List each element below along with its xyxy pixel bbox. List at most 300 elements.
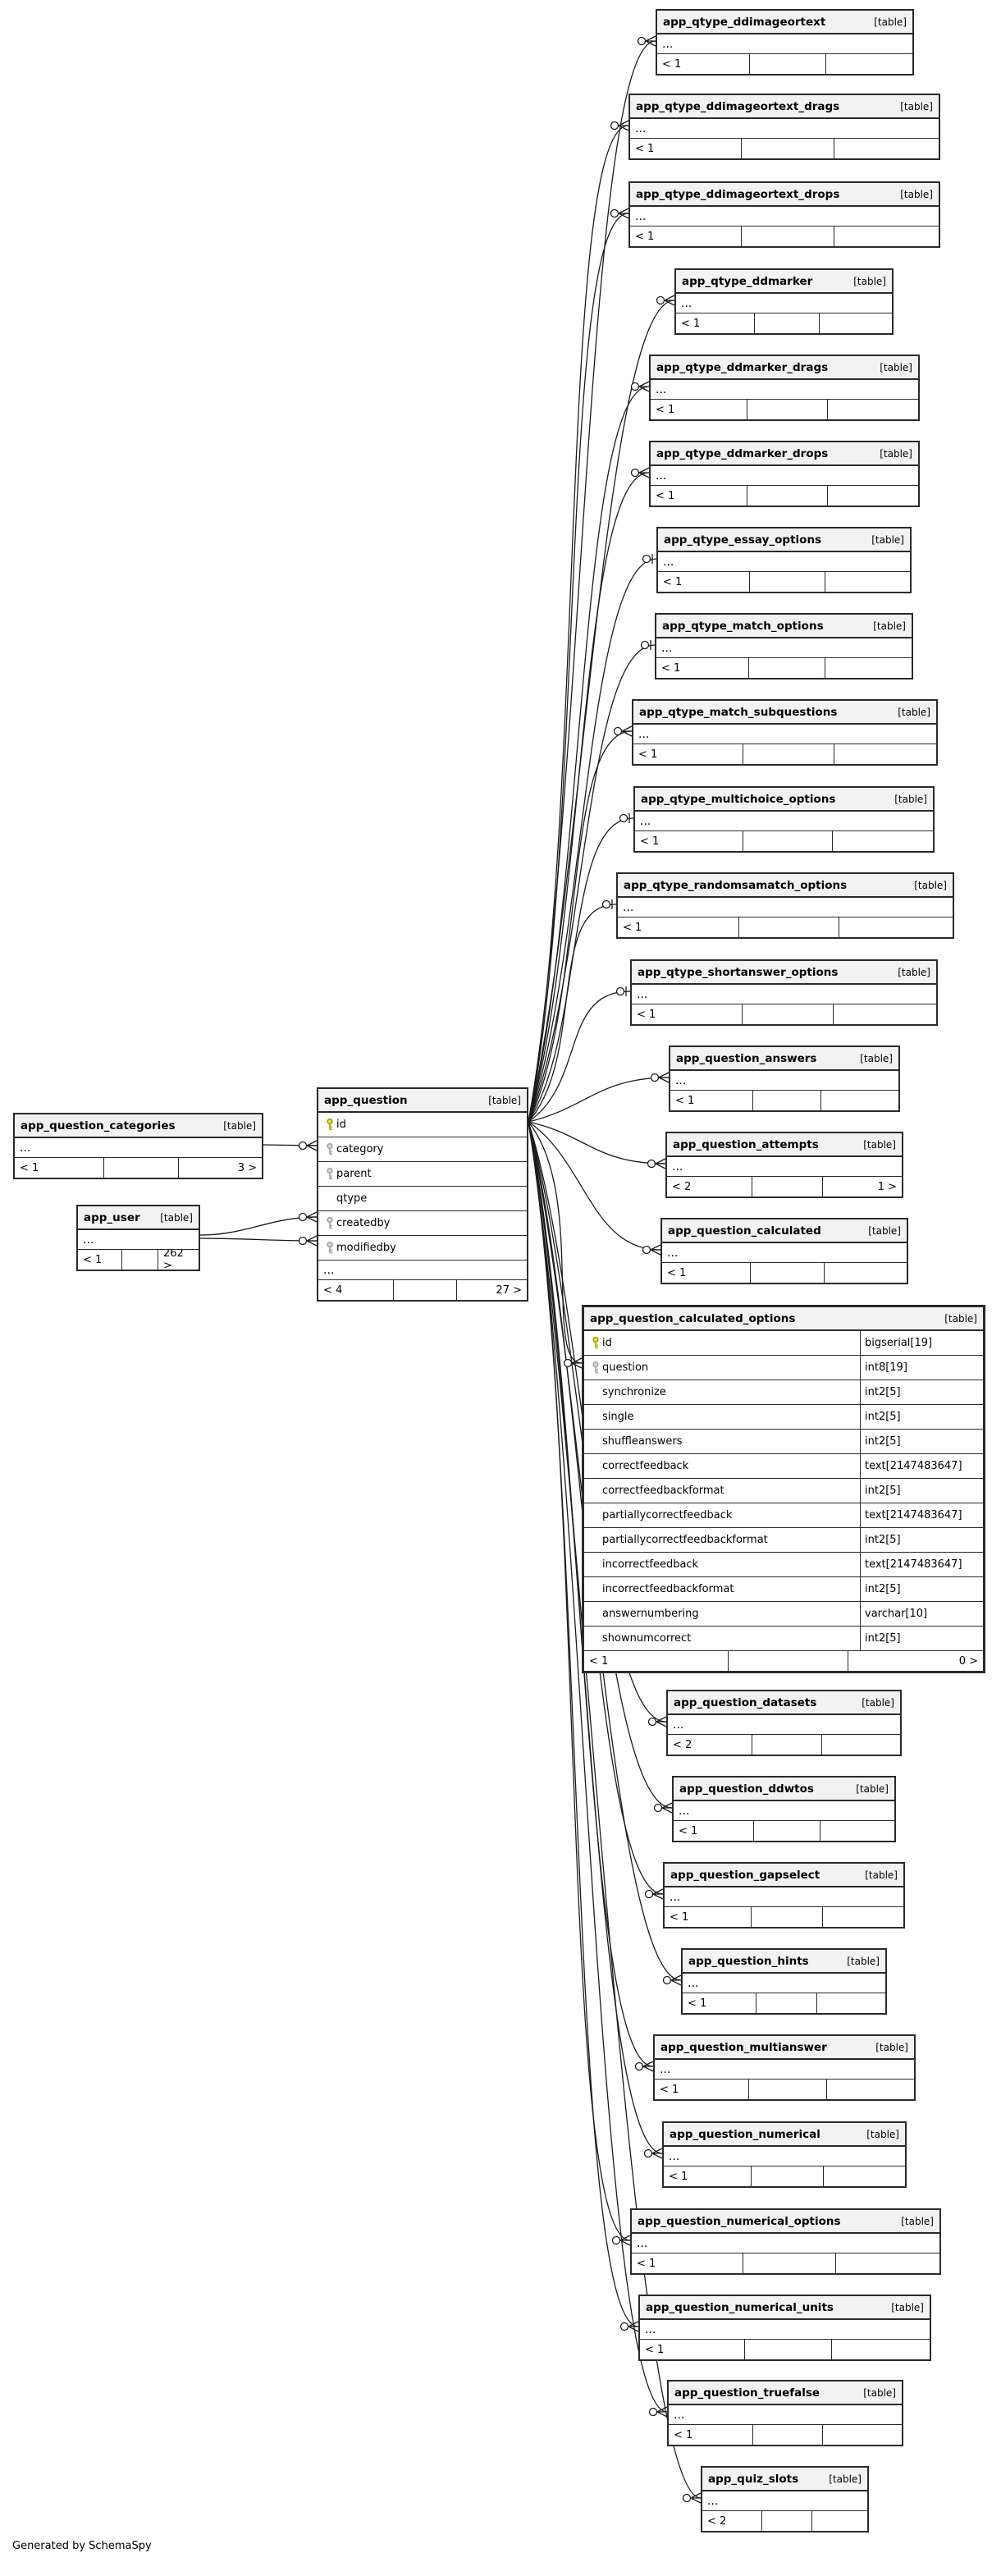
crow-foot-icon [639, 382, 649, 391]
table-header [674, 1778, 894, 1801]
table-name: app_question_multianswer [660, 2040, 827, 2054]
footer-right-count [825, 54, 912, 74]
table-node-app_question_categories[interactable] [13, 1113, 263, 1179]
table-footer [664, 2166, 905, 2186]
table-tag: [table] [914, 879, 947, 891]
column-row-modifiedby [318, 1236, 527, 1261]
table-tag: [table] [875, 2041, 908, 2053]
crow-foot-icon [659, 1073, 669, 1082]
footer-left-count: < 1 [663, 575, 683, 588]
column-name: partiallycorrectfeedback [602, 1509, 733, 1521]
footer-right-count [820, 1091, 898, 1110]
columns-ellipsis-row: ... [683, 1974, 885, 1993]
footer-middle-cell [748, 658, 825, 678]
crow-foot-icon [662, 1803, 672, 1813]
table-name: app_question_hints [688, 1954, 809, 1968]
table-node-app_question_truefalse[interactable] [667, 2380, 903, 2446]
columns-ellipsis-row: ... [15, 1138, 262, 1158]
table-node-app_qtype_match_subquestions[interactable] [632, 699, 938, 766]
table-footer [640, 2340, 930, 2359]
columns-ellipsis-row: ... [667, 1157, 902, 1177]
table-node-app_qtype_randomsamatch_options[interactable] [616, 872, 954, 939]
table-name: app_qtype_match_options [662, 619, 824, 633]
table-name: app_question_categories [21, 1119, 176, 1132]
footer-middle-cell [741, 139, 834, 158]
table-footer [15, 1158, 262, 1178]
footer-right-count [822, 1907, 903, 1927]
many-endpoint-circle [299, 1142, 307, 1150]
footer-left-count: < 1 [679, 1824, 698, 1837]
footer-right-count [819, 313, 892, 333]
table-footer [632, 1004, 936, 1024]
table-tag: [table] [874, 16, 907, 28]
column-row-answernumbering [584, 1602, 983, 1627]
footer-right-count [825, 572, 910, 592]
column-type: text[2147483647] [860, 1454, 983, 1478]
table-node-app_question_calculated_options[interactable] [582, 1305, 985, 1673]
columns-ellipsis-row: ... [651, 466, 918, 486]
primary-key-icon [323, 1119, 336, 1131]
table-tag: [table] [488, 1094, 521, 1106]
table-name: app_qtype_match_subquestions [639, 705, 838, 719]
table-tag: [table] [160, 1211, 193, 1224]
footer-middle-cell [121, 1250, 158, 1270]
column-name: category [336, 1143, 384, 1155]
table-tag: [table] [900, 100, 933, 112]
table-name: app_question_numerical [670, 2127, 820, 2141]
table-tag: [table] [853, 275, 886, 287]
table-footer [630, 226, 939, 246]
table-name: app_quiz_slots [708, 2472, 799, 2486]
table-header [676, 270, 892, 294]
table-footer [651, 486, 918, 506]
column-row-shownumcorrect [584, 1627, 983, 1651]
table-name: app_qtype_ddmarker_drags [656, 360, 829, 374]
footer-left-count: < 1 [660, 2083, 679, 2096]
table-name: app_question_datasets [674, 1695, 817, 1709]
many-endpoint-circle [683, 2495, 691, 2502]
table-node-app_qtype_multichoice_options[interactable] [633, 786, 935, 853]
footer-right-count [823, 2166, 905, 2186]
column-type: int8[19] [860, 1356, 983, 1380]
table-header [683, 1950, 885, 1974]
column-type: int2[5] [860, 1528, 983, 1552]
footer-middle-cell [750, 1263, 823, 1283]
table-node-app_qtype_ddmarker_drags[interactable] [649, 355, 920, 421]
table-name: app_qtype_ddimageortext_drags [636, 99, 840, 113]
footer-right-count [834, 744, 936, 764]
many-endpoint-circle [615, 728, 622, 735]
columns-ellipsis-row: ... [669, 2405, 902, 2425]
footer-left-count: < 2 [672, 1180, 692, 1193]
crow-foot-icon [307, 1212, 317, 1222]
footer-right-count: 0 > [848, 1651, 983, 1671]
many-endpoint-circle [650, 2409, 657, 2416]
footer-left-count: < 1 [656, 489, 675, 502]
table-name: app_question_calculated_options [590, 1311, 796, 1325]
column-row-createdby [318, 1211, 527, 1236]
column-name: answernumbering [602, 1608, 699, 1620]
many-endpoint-circle [664, 1977, 671, 1984]
one-endpoint-circle [643, 556, 651, 563]
table-footer [630, 139, 939, 158]
footer-middle-cell [741, 226, 834, 246]
table-node-app_qtype_ddimageortext_drags[interactable] [628, 94, 940, 160]
table-header [635, 788, 933, 812]
table-footer [667, 1177, 902, 1196]
footer-middle-cell [761, 2511, 811, 2531]
table-header [78, 1206, 199, 1230]
columns-ellipsis-row: ... [633, 725, 936, 744]
table-footer [656, 658, 912, 678]
table-tag: [table] [901, 2215, 934, 2227]
footer-left-count: < 1 [589, 1654, 609, 1668]
footer-left-count: < 1 [645, 2343, 665, 2356]
footer-right-count [839, 917, 953, 937]
table-name: app_question_numerical_units [646, 2300, 834, 2314]
column-name: partiallycorrectfeedbackformat [602, 1534, 768, 1546]
table-footer [662, 1263, 907, 1283]
many-endpoint-circle [632, 383, 639, 391]
columns-ellipsis-row: ... [318, 1261, 527, 1280]
footer-left-count: < 1 [656, 403, 675, 416]
footer-right-count [825, 658, 912, 678]
column-row-id [318, 1113, 527, 1137]
table-node-app_qtype_match_options[interactable] [655, 613, 913, 679]
table-header [655, 2036, 914, 2060]
table-header [665, 1864, 903, 1887]
footer-right-count [827, 486, 918, 506]
column-type: bigserial[19] [860, 1331, 983, 1355]
footer-right-count [834, 139, 939, 158]
footer-left-count: < 1 [20, 1161, 39, 1174]
many-endpoint-circle [299, 1238, 307, 1245]
connector-app_question-app_qtype_ddimageortext_drags [528, 126, 628, 1122]
footer-left-count: < 1 [83, 1253, 103, 1266]
footer-right-count [822, 2425, 902, 2445]
table-footer [674, 1821, 894, 1841]
footer-right-count: 1 > [822, 1177, 902, 1196]
table-header [633, 701, 936, 725]
table-header [318, 1089, 527, 1113]
table-footer [584, 1651, 983, 1671]
column-row-parent [318, 1162, 527, 1187]
footer-left-count: < 4 [323, 1283, 343, 1297]
columns-ellipsis-row: ... [702, 2491, 867, 2511]
table-name: app_qtype_ddimageortext_drops [636, 187, 840, 201]
table-name: app_qtype_randomsamatch_options [624, 878, 848, 892]
footer-left-count: < 2 [673, 1738, 692, 1751]
table-node-app_question_hints[interactable] [681, 1948, 887, 2015]
table-node-app_qtype_shortanswer_options[interactable] [630, 959, 938, 1026]
footer-right-count [831, 2340, 930, 2359]
column-name: qtype [336, 1192, 368, 1205]
column-row-correctfeedback [584, 1454, 983, 1479]
footer-left-count: < 1 [662, 57, 682, 71]
crow-foot-icon [307, 1236, 317, 1246]
table-name: app_qtype_multichoice_options [641, 792, 836, 806]
column-row-qtype [318, 1187, 527, 1211]
column-row-correctfeedbackformat [584, 1479, 983, 1503]
footer-left-count: < 1 [661, 661, 681, 675]
table-header [702, 2468, 867, 2491]
footer-middle-cell [756, 1993, 816, 2013]
table-footer [635, 831, 933, 851]
crow-foot-icon [651, 1245, 660, 1255]
one-endpoint-circle [642, 642, 649, 649]
footer-right-count: 262 > [158, 1250, 199, 1270]
one-endpoint-circle [603, 901, 610, 908]
column-name: id [602, 1337, 612, 1349]
columns-ellipsis-row: ... [618, 898, 953, 917]
column-name: shownumcorrect [602, 1632, 692, 1645]
table-tag: [table] [223, 1119, 256, 1132]
one-endpoint-circle [620, 815, 628, 822]
column-name: synchronize [602, 1386, 666, 1398]
table-tag: [table] [891, 2301, 924, 2313]
column-name: single [602, 1411, 634, 1423]
column-name: question [602, 1361, 649, 1374]
table-header [656, 615, 912, 638]
table-header [632, 961, 936, 985]
table-footer [78, 1250, 199, 1270]
table-node-app_quiz_slots[interactable] [701, 2466, 869, 2533]
many-endpoint-circle [611, 122, 619, 130]
footer-right-count [824, 1263, 907, 1283]
table-footer [633, 744, 936, 764]
footer-middle-cell [103, 1158, 177, 1178]
column-row-synchronize [584, 1380, 983, 1405]
table-footer [318, 1280, 527, 1300]
table-header [651, 356, 918, 380]
table-footer [670, 1091, 898, 1110]
crow-foot-icon [656, 1717, 666, 1727]
footer-left-count: < 1 [670, 1910, 689, 1924]
table-header [630, 95, 939, 119]
table-footer [668, 1735, 900, 1755]
columns-ellipsis-row: ... [662, 1243, 907, 1263]
column-type: int2[5] [860, 1627, 983, 1650]
table-header [662, 1219, 907, 1243]
connector-app_question-app_qtype_ddimageortext_drops [528, 213, 628, 1122]
column-type: int2[5] [860, 1405, 983, 1429]
many-endpoint-circle [611, 210, 619, 217]
table-node-app_qtype_ddmarker_drops[interactable] [649, 441, 920, 507]
columns-ellipsis-row: ... [676, 294, 892, 313]
crow-foot-icon [639, 468, 649, 478]
table-node-app_qtype_essay_options[interactable] [656, 527, 912, 593]
footer-left-count: < 1 [623, 921, 642, 934]
one-endpoint-circle [617, 988, 624, 995]
table-footer [658, 572, 910, 592]
table-name: app_qtype_shortanswer_options [638, 965, 839, 979]
column-name: id [336, 1119, 346, 1131]
table-node-app_question_multianswer[interactable] [653, 2034, 916, 2101]
table-name: app_question_answers [676, 1051, 817, 1065]
many-endpoint-circle [643, 1247, 651, 1254]
table-tag: [table] [847, 1955, 880, 1967]
table-footer [657, 54, 912, 74]
table-node-app_question_numerical_options[interactable] [630, 2208, 941, 2275]
footer-middle-cell [751, 2166, 823, 2186]
table-tag: [table] [866, 2128, 899, 2140]
column-row-shuffleanswers [584, 1430, 983, 1454]
column-name: correctfeedback [602, 1460, 689, 1472]
table-tag: [table] [880, 447, 912, 460]
column-name: modifiedby [336, 1242, 396, 1254]
columns-ellipsis-row: ... [632, 985, 936, 1004]
footer-middle-cell [752, 1735, 821, 1755]
table-name: app_qtype_essay_options [664, 533, 822, 547]
footer-middle-cell [743, 2253, 835, 2273]
table-tag: [table] [944, 1312, 977, 1325]
table-footer [632, 2253, 939, 2273]
footer-right-count [816, 1993, 885, 2013]
footer-left-count: < 1 [688, 1997, 707, 2010]
footer-middle-cell [752, 1091, 820, 1110]
table-tag: [table] [880, 361, 912, 373]
many-endpoint-circle [649, 1718, 656, 1726]
footer-middle-cell [744, 2340, 831, 2359]
table-name: app_question_attempts [673, 1137, 819, 1151]
table-node-app_question_numerical_units[interactable] [638, 2295, 931, 2361]
many-endpoint-circle [621, 2323, 628, 2331]
many-endpoint-circle [638, 38, 646, 45]
footer-middle-cell [743, 744, 834, 764]
table-node-app_user[interactable] [76, 1205, 200, 1271]
columns-ellipsis-row: ... [655, 2060, 914, 2080]
footer-middle-cell [748, 2080, 826, 2099]
many-endpoint-circle [648, 1160, 656, 1168]
footer-right-count [833, 1004, 936, 1024]
table-header [670, 1047, 898, 1071]
column-type: int2[5] [860, 1479, 983, 1503]
footer-right-count [821, 1735, 900, 1755]
table-node-app_question_answers[interactable] [669, 1045, 900, 1112]
table-node-app_question_numerical[interactable] [662, 2121, 907, 2188]
foreign-key-icon [323, 1143, 336, 1155]
footer-left-count: < 1 [667, 1266, 687, 1279]
table-node-app_question_ddwtos[interactable] [672, 1776, 896, 1842]
primary-key-icon [589, 1337, 602, 1349]
footer-middle-cell [754, 313, 819, 333]
table-name: app_qtype_ddmarker_drops [656, 446, 829, 460]
footer-middle-cell [747, 400, 827, 419]
connector-app_question-app_question_numerical_units [528, 1122, 638, 2327]
many-endpoint-circle [645, 2150, 652, 2157]
footer-middle-cell [753, 1821, 820, 1841]
footer-left-count: < 1 [637, 2257, 656, 2270]
footer-left-count: < 1 [635, 230, 655, 243]
columns-ellipsis-row: ... [635, 812, 933, 831]
table-tag: [table] [868, 1224, 901, 1237]
many-endpoint-circle [564, 1360, 572, 1367]
table-header [15, 1114, 262, 1138]
footer-right-count [820, 1821, 894, 1841]
table-name: app_question_truefalse [674, 2386, 820, 2400]
footer-left-count: < 1 [681, 317, 701, 330]
table-header [657, 11, 912, 34]
table-node-app_qtype_ddmarker[interactable] [674, 268, 894, 335]
table-header [658, 528, 910, 552]
many-endpoint-circle [651, 1074, 659, 1082]
columns-ellipsis-row: ... [78, 1230, 199, 1250]
columns-ellipsis-row: ... [651, 380, 918, 400]
footer-middle-cell [751, 1907, 822, 1927]
footer-right-count [832, 831, 933, 851]
table-header [667, 1133, 902, 1157]
footer-middle-cell [742, 1004, 833, 1024]
table-header [669, 2382, 902, 2405]
table-tag: [table] [863, 1138, 896, 1151]
many-endpoint-circle [636, 2063, 643, 2070]
table-footer [702, 2511, 867, 2531]
table-node-app_question_datasets[interactable] [666, 1690, 902, 1756]
column-row-incorrectfeedbackformat [584, 1577, 983, 1602]
crow-foot-icon [656, 1159, 665, 1169]
column-type: int2[5] [860, 1430, 983, 1453]
table-footer [683, 1993, 885, 2013]
column-name: parent [336, 1168, 372, 1180]
table-node-app_question_attempts[interactable] [665, 1132, 903, 1198]
footer-middle-cell [749, 54, 825, 74]
columns-ellipsis-row: ... [630, 207, 939, 226]
column-row-partiallycorrectfeedbackformat [584, 1528, 983, 1553]
columns-ellipsis-row: ... [665, 1887, 903, 1907]
table-name: app_question_ddwtos [679, 1782, 814, 1796]
foreign-key-icon [323, 1168, 336, 1180]
table-header [668, 1691, 900, 1715]
table-tag: [table] [873, 620, 906, 632]
table-node-app_question_gapselect[interactable] [663, 1862, 905, 1929]
table-header [664, 2123, 905, 2147]
footer-middle-cell [393, 1280, 455, 1300]
table-node-app_qtype_ddimageortext[interactable] [656, 9, 914, 75]
table-name: app_question_numerical_options [638, 2214, 841, 2228]
footer-middle-cell [749, 572, 825, 592]
table-header [584, 1307, 983, 1331]
table-footer [665, 1907, 903, 1927]
table-header [630, 183, 939, 207]
footer-left-count: < 2 [707, 2514, 727, 2528]
table-name: app_question_calculated [668, 1224, 821, 1238]
columns-ellipsis-row: ... [657, 34, 912, 54]
table-header [651, 442, 918, 466]
table-node-app_question[interactable] [317, 1087, 528, 1302]
column-name: incorrectfeedback [602, 1558, 699, 1571]
column-row-incorrectfeedback [584, 1553, 983, 1577]
table-tag: [table] [829, 2473, 862, 2485]
footer-left-count: < 1 [669, 2170, 688, 2183]
column-row-question [584, 1356, 983, 1380]
connector-app_user-app_question-createdby [200, 1217, 317, 1235]
columns-ellipsis-row: ... [664, 2147, 905, 2166]
footer-middle-cell [752, 2425, 822, 2445]
footer-left-count: < 1 [674, 2428, 693, 2441]
many-endpoint-circle [613, 2237, 620, 2244]
columns-ellipsis-row: ... [630, 119, 939, 139]
table-node-app_question_calculated[interactable] [660, 1218, 908, 1284]
column-name: incorrectfeedbackformat [602, 1583, 734, 1595]
table-header [640, 2296, 930, 2320]
footer-right-count [811, 2511, 867, 2531]
columns-ellipsis-row: ... [670, 1071, 898, 1091]
table-node-app_qtype_ddimageortext_drops[interactable] [628, 181, 940, 248]
column-type: int2[5] [860, 1380, 983, 1404]
column-name: createdby [336, 1217, 391, 1229]
column-row-id [584, 1331, 983, 1356]
column-row-category [318, 1137, 527, 1162]
